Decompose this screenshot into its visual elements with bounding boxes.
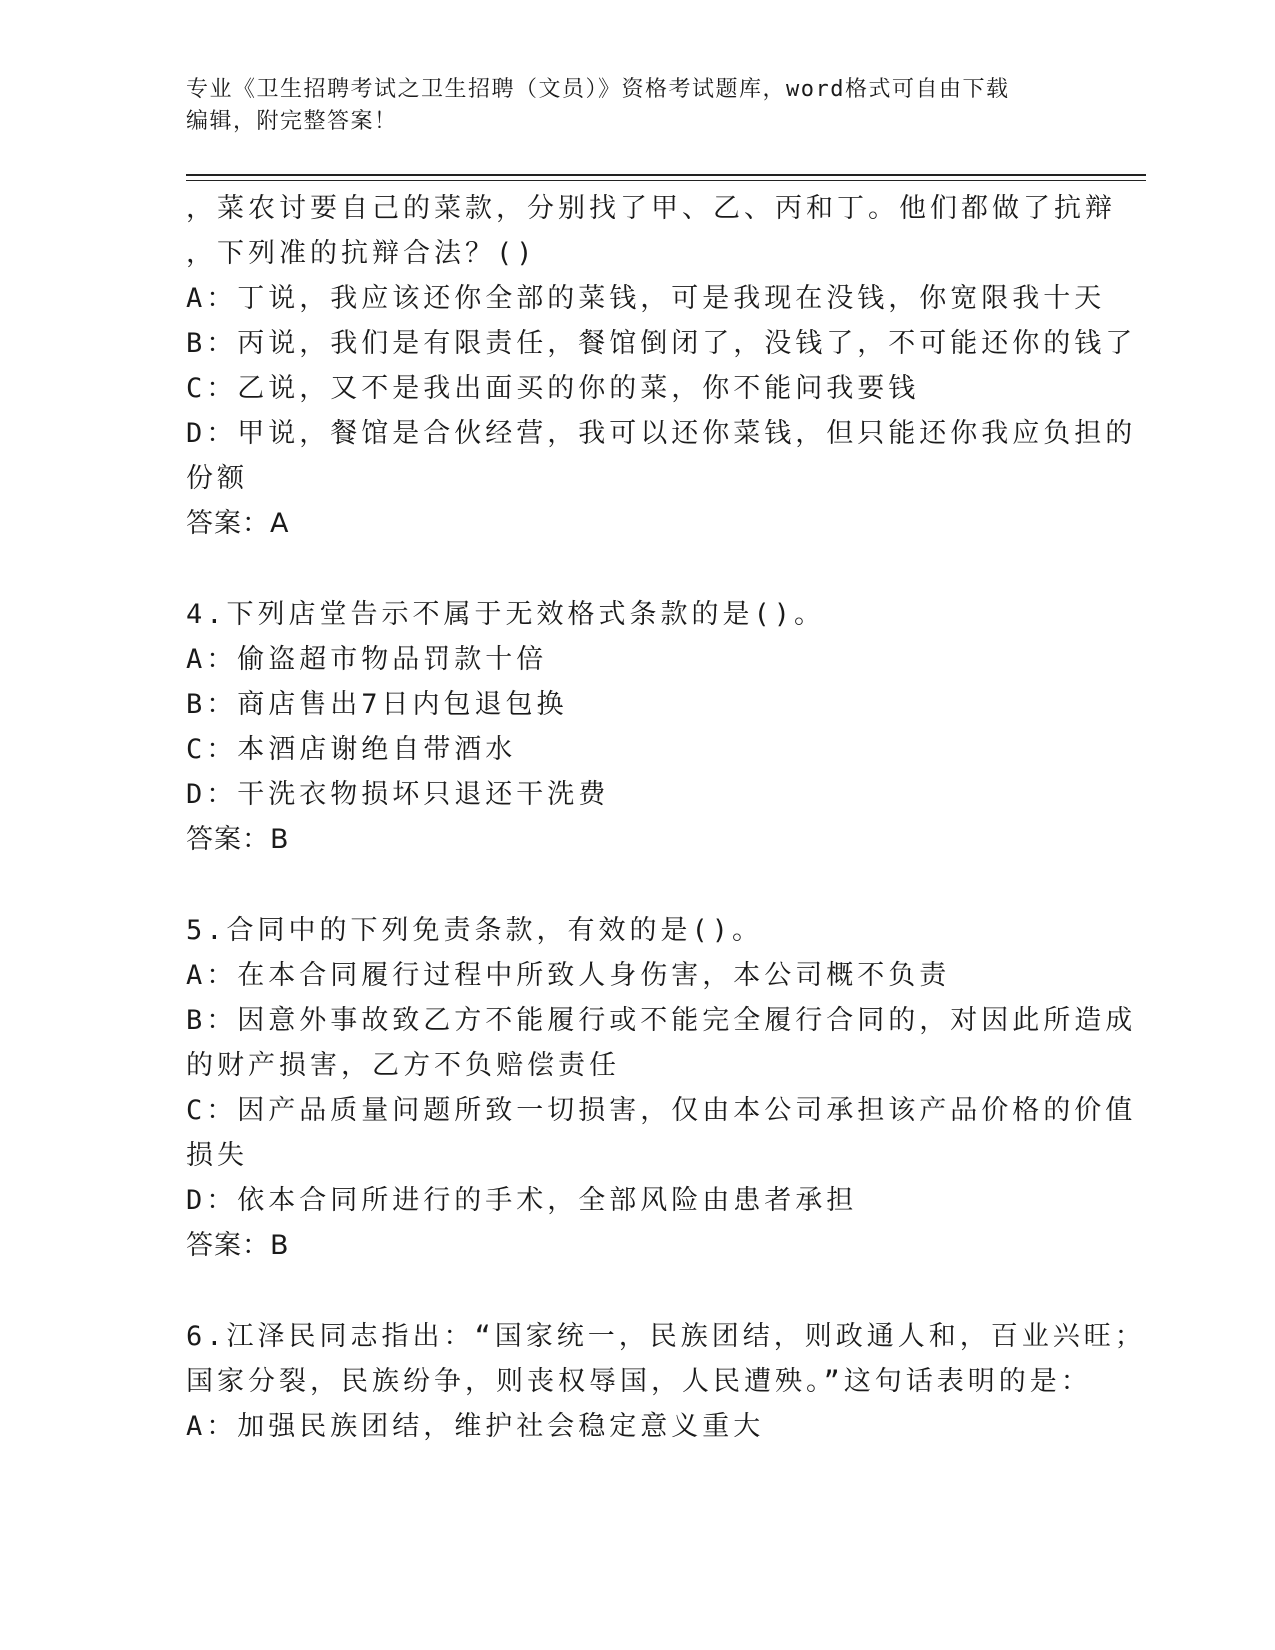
- question-stem: 5.合同中的下列免责条款，有效的是()。: [186, 915, 764, 946]
- answer-label: 答案：B: [186, 824, 290, 855]
- spacer: [186, 1268, 1086, 1314]
- question-6: [186, 1314, 1146, 1449]
- page-header: [186, 74, 1066, 138]
- header-divider-thin: [186, 180, 1146, 181]
- option-d: D：依本合同所进行的手术，全部风险由患者承担: [186, 1185, 858, 1216]
- option-b-continued: 的财产损害，乙方不负赔偿责任: [186, 1050, 620, 1081]
- option-a: A：在本合同履行过程中所致人身伤害，本公司概不负责: [186, 960, 951, 991]
- question-3: [186, 186, 1137, 546]
- question-list: [186, 186, 1146, 1449]
- option-c: C：因产品质量问题所致一切损害，仅由本公司承担该产品价格的价值: [186, 1095, 1137, 1126]
- question-stem: ，菜农讨要自己的菜款，分别找了甲、乙、丙和丁。他们都做了抗辩: [186, 193, 1116, 224]
- header-line: 专业《卫生招聘考试之卫生招聘（文员）》资格考试题库，word格式可自由下载: [186, 77, 1010, 102]
- spacer: [186, 862, 1086, 908]
- option-b: B：商店售出7日内包退包换: [186, 689, 568, 720]
- question-4: [186, 592, 1086, 862]
- header-divider-thick: [186, 174, 1146, 176]
- option-b: B：丙说，我们是有限责任，餐馆倒闭了，没钱了，不可能还你的钱了: [186, 328, 1137, 359]
- header-line: 编辑，附完整答案！: [186, 109, 398, 134]
- answer-label: 答案：A: [186, 508, 290, 539]
- spacer: [186, 546, 1086, 592]
- option-d-continued: 份额: [186, 463, 248, 494]
- answer-label: 答案：B: [186, 1230, 290, 1261]
- option-b: B：因意外事故致乙方不能履行或不能完全履行合同的，对因此所造成: [186, 1005, 1137, 1036]
- option-c: C：乙说，又不是我出面买的你的菜，你不能问我要钱: [186, 373, 920, 404]
- option-c-continued: 损失: [186, 1140, 248, 1171]
- option-c: C：本酒店谢绝自带酒水: [186, 734, 517, 765]
- option-a: A：偷盗超市物品罚款十倍: [186, 644, 548, 675]
- option-a: A：加强民族团结，维护社会稳定意义重大: [186, 1411, 765, 1442]
- question-stem: 4.下列店堂告示不属于无效格式条款的是()。: [186, 599, 826, 630]
- question-5: [186, 908, 1137, 1268]
- option-d: D：甲说，餐馆是合伙经营，我可以还你菜钱，但只能还你我应负担的: [186, 418, 1137, 449]
- question-stem: 6.江泽民同志指出：“国家统一，民族团结，则政通人和，百业兴旺；: [186, 1321, 1146, 1352]
- option-a: A：丁说，我应该还你全部的菜钱，可是我现在没钱，你宽限我十天: [186, 283, 1106, 314]
- option-d: D：干洗衣物损坏只退还干洗费: [186, 779, 610, 810]
- question-stem: ，下列准的抗辩合法？(): [186, 238, 537, 269]
- question-stem: 国家分裂，民族纷争，则丧权辱国，人民遭殃。”这句话表明的是：: [186, 1366, 1092, 1397]
